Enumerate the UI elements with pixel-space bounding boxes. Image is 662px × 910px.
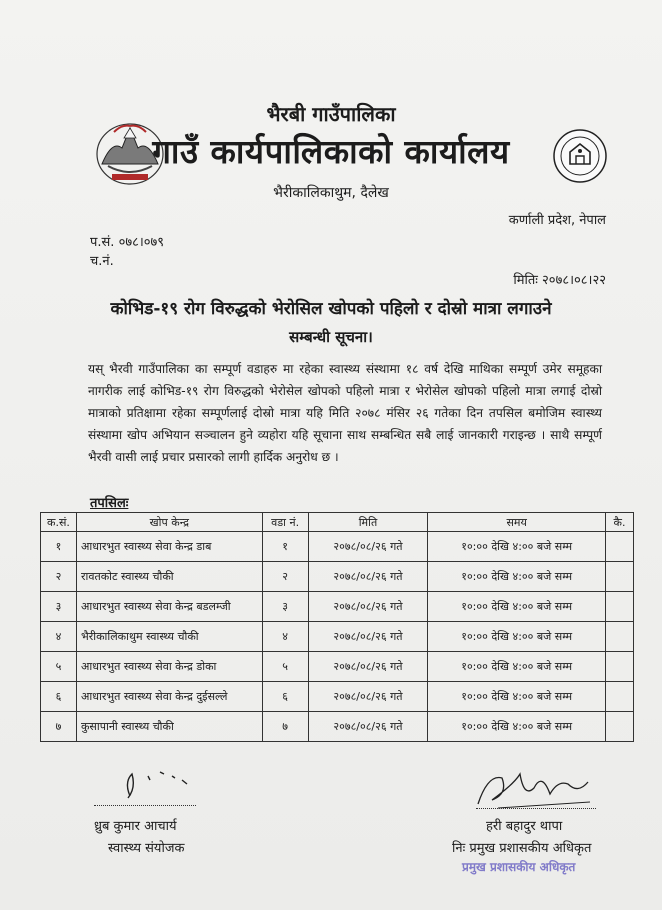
row-remark	[605, 592, 633, 622]
row-time: १०:०० देखि ४:०० बजे सम्म	[428, 712, 606, 742]
column-header: वडा नं.	[262, 513, 308, 532]
schedule-table	[40, 512, 634, 742]
row-date: २०७८/०८/२६ गते	[308, 592, 428, 622]
row-sn: १	[41, 532, 77, 562]
row-ward: ४	[262, 622, 308, 652]
row-date: २०७८/०८/२६ गते	[308, 622, 428, 652]
signature-right-icon	[468, 764, 598, 812]
row-ward: ७	[262, 712, 308, 742]
row-time: १०:०० देखि ४:०० बजे सम्म	[428, 652, 606, 682]
row-ward: ६	[262, 682, 308, 712]
column-header: मिति	[308, 513, 428, 532]
table-row	[41, 652, 634, 682]
row-remark	[605, 652, 633, 682]
row-center: रावतकोट स्वास्थ्य चौकी	[76, 562, 262, 592]
column-header: क.सं.	[41, 513, 77, 532]
office-title: गाउँ कार्यपालिकाको कार्यालय	[152, 132, 510, 171]
row-sn: ४	[41, 622, 77, 652]
row-sn: ३	[41, 592, 77, 622]
row-time: १०:०० देखि ४:०० बजे सम्म	[428, 622, 606, 652]
row-center: आधारभुत स्वास्थ्य सेवा केन्द्र डोका	[76, 652, 262, 682]
row-remark	[605, 532, 633, 562]
column-header: खोप केन्द्र	[76, 513, 262, 532]
row-time: १०:०० देखि ४:०० बजे सम्म	[428, 532, 606, 562]
row-ward: २	[262, 562, 308, 592]
document-date: मितिः २०७८।०८।२२	[513, 273, 606, 288]
row-sn: ६	[41, 682, 77, 712]
table-row	[41, 592, 634, 622]
row-sn: २	[41, 562, 77, 592]
notice-body: यस् भैरवी गाउँपालिका का सम्पूर्ण वडाहरु मा रहेका स्वास्थ्य संस्थामा १८ वर्ष देखि माथिका सम्पूर्ण उमेर समूहका नागरीक लाई कोभिड-१९ रोग विरुद्धको भेरोसेल खोपको पहिलो मात्रा र भेरोसेल खोपको पहिलो मात्रा लगाई दोस्रो मात्राको प्रतिक्षामा रहेका सम्पूर्णलाई दोस्रो मात्रा यहि मिति २०७८ मंसिर २६ गतेका दिन तपसिल बमोजिम स्वास्थ्य संस्थामा खोप अभियान सञ्चालन हुने व्यहोरा यहि सूचाना साथ सम्बन्धित सबै लाई जानकारी गराइन्छ । साथै सम्पूर्ण भैरवी वासी लाई प्रचार प्रसारको लागी हार्दिक अनुरोध छ ।	[88, 362, 602, 464]
row-remark	[605, 562, 633, 592]
table-row	[41, 622, 634, 652]
notice-title: कोभिड-१९ रोग विरुद्धको भेरोसिल खोपको पहिलो र दोस्रो मात्रा लगाउने	[110, 299, 552, 319]
row-date: २०७८/०८/२६ गते	[308, 682, 428, 712]
column-header: कै.	[605, 513, 633, 532]
row-remark	[605, 712, 633, 742]
municipality-name: भैरबी गाउँपालिका	[266, 102, 396, 126]
row-center: आधारभुत स्वास्थ्य सेवा केन्द्र डाब	[76, 532, 262, 562]
official-stamp: प्रमुख प्रशासकीय अधिकृत	[462, 860, 576, 874]
row-ward: १	[262, 532, 308, 562]
row-center: भैरीकालिकाथुम स्वास्थ्य चौकी	[76, 622, 262, 652]
row-time: १०:०० देखि ४:०० बजे सम्म	[428, 682, 606, 712]
column-header: समय	[428, 513, 606, 532]
table-row	[41, 532, 634, 562]
row-date: २०७८/०८/२६ गते	[308, 652, 428, 682]
signature-line-right	[476, 808, 596, 809]
signatory-left-name: ध्रुब कुमार आचार्य	[94, 819, 177, 834]
notice-subtitle: सम्बन्धी सूचना।	[289, 328, 373, 346]
reference-number: प.सं. ०७८।०७९	[90, 235, 165, 250]
row-sn: ७	[41, 712, 77, 742]
schedule-heading: तपसिलः	[90, 496, 129, 511]
row-date: २०७८/०८/२६ गते	[308, 562, 428, 592]
row-time: १०:०० देखि ४:०० बजे सम्म	[428, 592, 606, 622]
signature-line-left	[94, 805, 196, 806]
table-row	[41, 712, 634, 742]
row-remark	[605, 622, 633, 652]
signatory-right-name: हरी बहादुर थापा	[486, 819, 563, 834]
row-ward: ५	[262, 652, 308, 682]
row-ward: ३	[262, 592, 308, 622]
signatory-right-role: निः प्रमुख प्रशासकीय अधिकृत	[452, 841, 592, 856]
row-sn: ५	[41, 652, 77, 682]
row-center: आधारभुत स्वास्थ्य सेवा केन्द्र बडलम्जी	[76, 592, 262, 622]
row-time: १०:०० देखि ४:०० बजे सम्म	[428, 562, 606, 592]
table-row	[41, 682, 634, 712]
row-date: २०७८/०८/२६ गते	[308, 532, 428, 562]
signature-left-icon	[118, 762, 208, 802]
dispatch-number: च.नं.	[90, 254, 114, 269]
row-center: कुसापानी स्वास्थ्य चौकी	[76, 712, 262, 742]
row-remark	[605, 682, 633, 712]
table-row	[41, 562, 634, 592]
province-text: कर्णाली प्रदेश, नेपाल	[508, 213, 606, 228]
office-address: भैरीकालिकाथुम, दैलेख	[273, 185, 389, 201]
signatory-left-role: स्वास्थ्य संयोजक	[108, 841, 185, 856]
row-center: आधारभुत स्वास्थ्य सेवा केन्द्र दुईसल्ले	[76, 682, 262, 712]
row-date: २०७८/०८/२६ गते	[308, 712, 428, 742]
table-header-row	[41, 513, 634, 532]
